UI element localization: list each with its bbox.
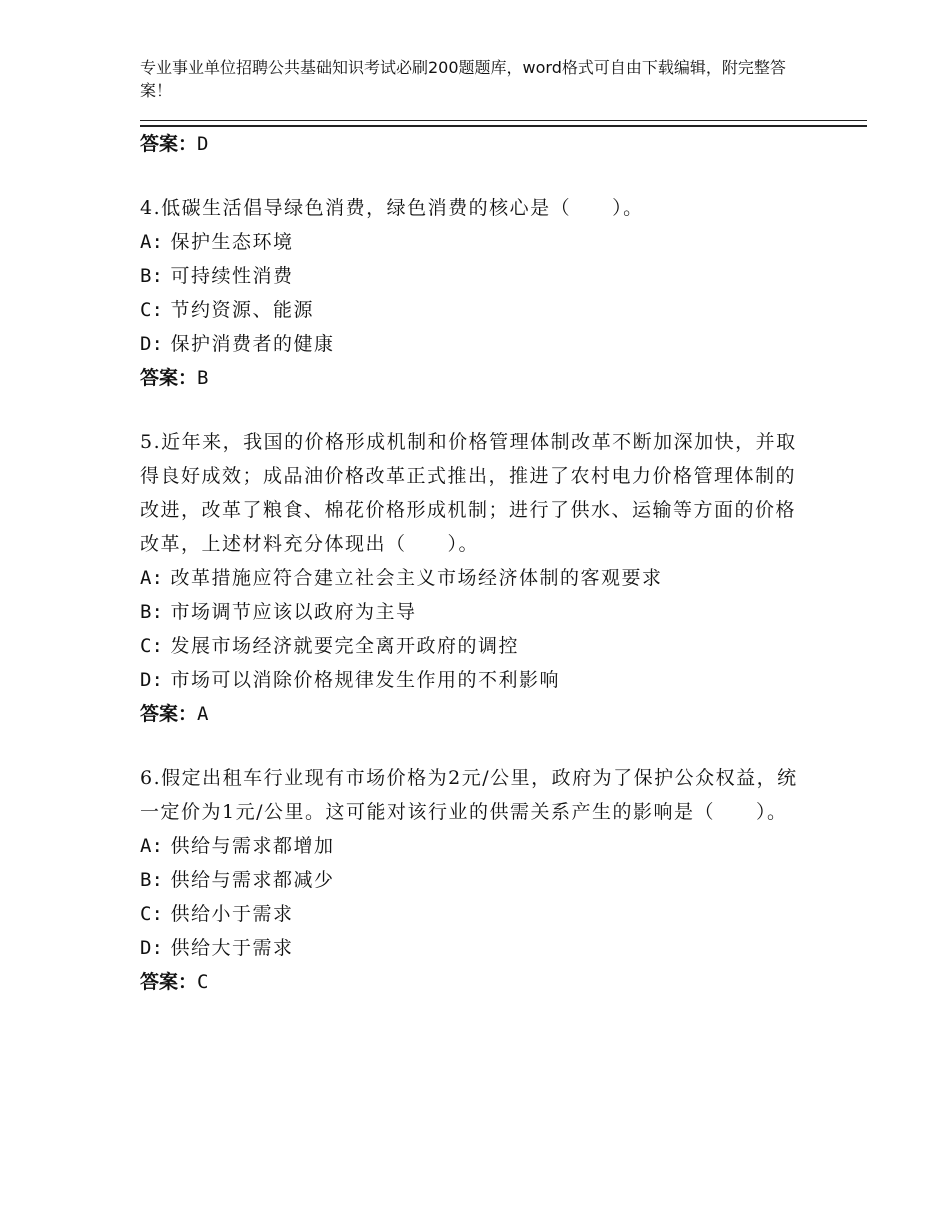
answer-line [140, 361, 810, 395]
option-text: 供给小于需求 [170, 903, 294, 925]
answer-line [140, 697, 810, 731]
document-body [140, 127, 810, 999]
question-stem: 4.低碳生活倡导绿色消费，绿色消费的核心是（ ）。 [140, 197, 644, 219]
option-text: 市场调节应该以政府为主导 [170, 601, 417, 623]
option-letter: A: [140, 835, 163, 857]
option-letter: B: [140, 869, 163, 891]
option-text: 市场可以消除价格规律发生作用的不利影响 [170, 669, 560, 691]
answer-value: A [197, 703, 209, 725]
option-text: 可持续性消费 [170, 265, 294, 287]
option-letter: B: [140, 265, 163, 287]
header-rule [140, 120, 867, 127]
option-letter: D: [140, 937, 163, 959]
option-letter: C: [140, 299, 163, 321]
option-letter: A: [140, 231, 163, 253]
option-letter: B: [140, 601, 163, 623]
option-text: 保护生态环境 [170, 231, 294, 253]
option-c [140, 897, 810, 931]
option-letter: C: [140, 903, 163, 925]
option-a [140, 829, 810, 863]
answer-label: 答案： [140, 367, 198, 389]
option-text: 节约资源、能源 [170, 299, 314, 321]
question-stem: 6.假定出租车行业现有市场价格为2元/公里，政府为了保护公众权益，统一定价为1元/公里。这可能对该行业的供需关系产生的影响是（ ）。 [140, 767, 798, 823]
answer-value: B [197, 367, 209, 389]
option-letter: D: [140, 333, 163, 355]
question-stem: 5.近年来，我国的价格形成机制和价格管理体制改革不断加深加快，并取得良好成效；成品油价格改革正式推出，推进了农村电力价格管理体制的改进，改革了粮食、棉花价格形成机制；进行了供水、运输等方面的价格改革，上述材料充分体现出（ ）。 [140, 431, 797, 555]
option-text: 供给大于需求 [170, 937, 294, 959]
answer-line-previous [140, 127, 810, 161]
page-header: 专业事业单位招聘公共基础知识考试必刷200题题库，word格式可自由下载编辑，附完整答案！ [140, 58, 786, 100]
option-text: 供给与需求都增加 [170, 835, 335, 857]
answer-line [140, 965, 810, 999]
option-b [140, 595, 810, 629]
question-4 [140, 191, 810, 395]
option-b [140, 863, 810, 897]
answer-label: 答案： [140, 703, 198, 725]
question-6 [140, 761, 810, 999]
option-d [140, 931, 810, 965]
answer-label: 答案： [140, 971, 198, 993]
option-letter: A: [140, 567, 163, 589]
option-text: 发展市场经济就要完全离开政府的调控 [170, 635, 519, 657]
option-text: 供给与需求都减少 [170, 869, 335, 891]
option-a [140, 225, 810, 259]
answer-value: C [197, 971, 209, 993]
question-5 [140, 425, 810, 731]
option-c [140, 629, 810, 663]
option-a [140, 561, 810, 595]
option-c [140, 293, 810, 327]
option-text: 保护消费者的健康 [170, 333, 335, 355]
option-text: 改革措施应符合建立社会主义市场经济体制的客观要求 [170, 567, 663, 589]
option-d [140, 327, 810, 361]
answer-label: 答案： [140, 133, 198, 155]
option-letter: D: [140, 669, 163, 691]
answer-value: D [197, 133, 209, 155]
option-d [140, 663, 810, 697]
option-letter: C: [140, 635, 163, 657]
option-b [140, 259, 810, 293]
